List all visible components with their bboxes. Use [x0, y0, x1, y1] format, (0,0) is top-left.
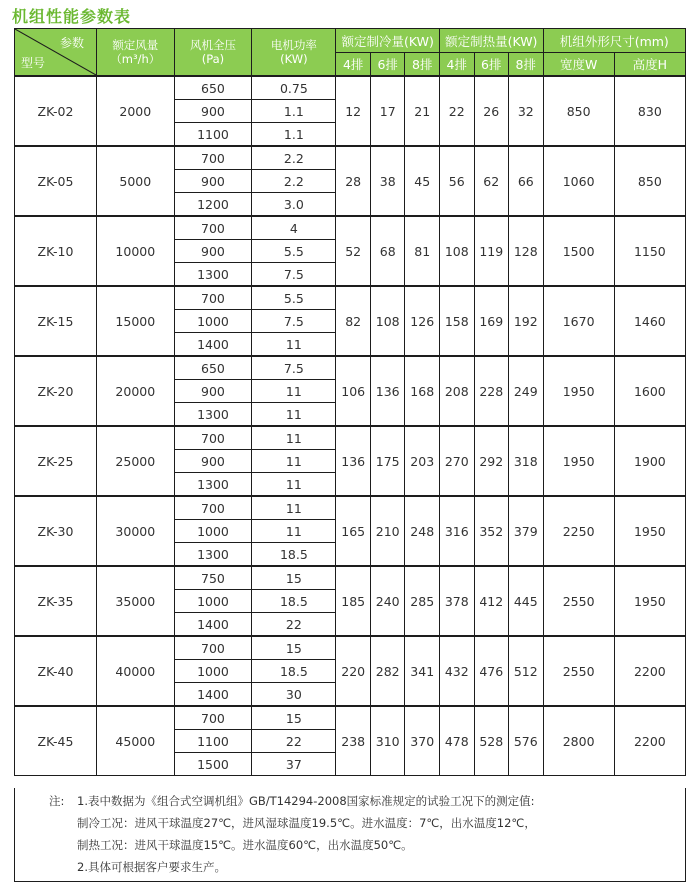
power-header: 电机功率 (KW): [252, 29, 336, 77]
cooling-cell: 106: [336, 356, 371, 426]
cooling-cell: 220: [336, 636, 371, 706]
cooling-cell: 12: [336, 76, 371, 146]
heating-cell: 32: [509, 76, 544, 146]
width-cell: 2250: [543, 496, 614, 566]
cooling-cell: 240: [370, 566, 405, 636]
power-cell: 7.5: [252, 356, 336, 380]
power-cell: 2.2: [252, 170, 336, 193]
airflow-cell: 10000: [96, 216, 174, 286]
heating-cell: 445: [509, 566, 544, 636]
pressure-cell: 700: [174, 286, 252, 310]
power-cell: 22: [252, 613, 336, 637]
heating-cell: 432: [439, 636, 474, 706]
airflow-cell: 5000: [96, 146, 174, 216]
page-title: 机组性能参数表: [12, 7, 132, 26]
power-cell: 7.5: [252, 310, 336, 333]
heating-cell: 208: [439, 356, 474, 426]
heating-cell: 378: [439, 566, 474, 636]
cooling-cell: 81: [405, 216, 440, 286]
width-cell: 1670: [543, 286, 614, 356]
heating-cell: 352: [474, 496, 509, 566]
pressure-cell: 900: [174, 100, 252, 123]
heating-cell: 316: [439, 496, 474, 566]
heating-cell: 412: [474, 566, 509, 636]
table-row: [15, 356, 686, 380]
heating-cell: 108: [439, 216, 474, 286]
heating-6row-header: 6排: [474, 53, 509, 77]
table-row: [15, 76, 686, 100]
cooling-cell: 168: [405, 356, 440, 426]
width-cell: 2550: [543, 636, 614, 706]
pressure-cell: 1100: [174, 123, 252, 147]
pressure-cell: 1400: [174, 333, 252, 357]
size-header: 机组外形尺寸(mm): [543, 29, 685, 53]
cooling-cell: 370: [405, 706, 440, 776]
power-cell: 11: [252, 496, 336, 520]
power-cell: 11: [252, 333, 336, 357]
cooling-cell: 248: [405, 496, 440, 566]
power-cell: 7.5: [252, 263, 336, 287]
pressure-cell: 1000: [174, 660, 252, 683]
power-cell: 18.5: [252, 660, 336, 683]
pressure-cell: 900: [174, 450, 252, 473]
height-header: 高度H: [614, 53, 685, 77]
table-row: [15, 706, 686, 730]
airflow-header: 额定风量 （m³/h）: [96, 29, 174, 77]
pressure-cell: 700: [174, 496, 252, 520]
model-cell: ZK-15: [15, 286, 97, 356]
pressure-cell: 1400: [174, 613, 252, 637]
pressure-cell: 650: [174, 76, 252, 100]
airflow-cell: 25000: [96, 426, 174, 496]
heating-cell: 56: [439, 146, 474, 216]
airflow-cell: 2000: [96, 76, 174, 146]
table-row: [15, 496, 686, 520]
height-cell: 2200: [614, 706, 685, 776]
pressure-cell: 1500: [174, 753, 252, 776]
model-cell: ZK-05: [15, 146, 97, 216]
height-cell: 2200: [614, 636, 685, 706]
pressure-cell: 1100: [174, 730, 252, 753]
cooling-cell: 165: [336, 496, 371, 566]
power-cell: 11: [252, 426, 336, 450]
pressure-cell: 700: [174, 216, 252, 240]
pressure-cell: 1300: [174, 263, 252, 287]
height-cell: 1900: [614, 426, 685, 496]
cooling-4row-header: 4排: [336, 53, 371, 77]
heating-cell: 228: [474, 356, 509, 426]
heating-cell: 318: [509, 426, 544, 496]
notes-box: [14, 788, 686, 882]
pressure-cell: 1400: [174, 683, 252, 707]
cooling-cell: 68: [370, 216, 405, 286]
power-cell: 5.5: [252, 240, 336, 263]
heating-cell: 119: [474, 216, 509, 286]
power-cell: 15: [252, 566, 336, 590]
width-cell: 2800: [543, 706, 614, 776]
pressure-cell: 1200: [174, 193, 252, 217]
height-cell: 1600: [614, 356, 685, 426]
pressure-cell: 750: [174, 566, 252, 590]
cooling-cell: 45: [405, 146, 440, 216]
power-cell: 11: [252, 380, 336, 403]
pressure-cell: 700: [174, 636, 252, 660]
cooling-cell: 17: [370, 76, 405, 146]
power-cell: 22: [252, 730, 336, 753]
airflow-cell: 40000: [96, 636, 174, 706]
cooling-cell: 285: [405, 566, 440, 636]
airflow-cell: 35000: [96, 566, 174, 636]
corner-header: [15, 29, 97, 77]
width-cell: 1060: [543, 146, 614, 216]
cooling-cell: 203: [405, 426, 440, 496]
heating-header: 额定制热量(KW): [439, 29, 543, 53]
table-row: [15, 426, 686, 450]
power-cell: 18.5: [252, 590, 336, 613]
pressure-cell: 900: [174, 240, 252, 263]
pressure-header: 风机全压 (Pa): [174, 29, 252, 77]
airflow-cell: 45000: [96, 706, 174, 776]
pressure-cell: 650: [174, 356, 252, 380]
heating-cell: 128: [509, 216, 544, 286]
corner-model-label: 型号: [21, 56, 46, 70]
pressure-cell: 1300: [174, 473, 252, 497]
heating-cell: 476: [474, 636, 509, 706]
model-cell: ZK-30: [15, 496, 97, 566]
cooling-6row-header: 6排: [370, 53, 405, 77]
cooling-8row-header: 8排: [405, 53, 440, 77]
pressure-cell: 1000: [174, 310, 252, 333]
airflow-cell: 20000: [96, 356, 174, 426]
heating-cell: 62: [474, 146, 509, 216]
cooling-cell: 282: [370, 636, 405, 706]
power-cell: 1.1: [252, 100, 336, 123]
heating-cell: 22: [439, 76, 474, 146]
power-cell: 2.2: [252, 146, 336, 170]
height-cell: 1460: [614, 286, 685, 356]
model-cell: ZK-45: [15, 706, 97, 776]
note-line-3: 制热工况：进风干球温度15℃。进水温度60℃，出水温度50℃。: [77, 838, 413, 852]
table-row: [15, 216, 686, 240]
model-cell: ZK-02: [15, 76, 97, 146]
width-cell: 1500: [543, 216, 614, 286]
model-cell: ZK-25: [15, 426, 97, 496]
width-cell: 2550: [543, 566, 614, 636]
heating-4row-header: 4排: [439, 53, 474, 77]
power-cell: 11: [252, 450, 336, 473]
table-row: [15, 286, 686, 310]
heating-cell: 249: [509, 356, 544, 426]
heating-cell: 292: [474, 426, 509, 496]
heating-cell: 478: [439, 706, 474, 776]
height-cell: 1150: [614, 216, 685, 286]
note-line-2: 制冷工况：进风干球温度27℃，进风湿球温度19.5℃。进水温度：7℃，出水温度12℃，: [77, 816, 536, 830]
cooling-cell: 238: [336, 706, 371, 776]
power-cell: 15: [252, 636, 336, 660]
model-cell: ZK-10: [15, 216, 97, 286]
heating-cell: 512: [509, 636, 544, 706]
power-cell: 30: [252, 683, 336, 707]
height-cell: 1950: [614, 496, 685, 566]
pressure-cell: 900: [174, 170, 252, 193]
heating-cell: 66: [509, 146, 544, 216]
height-cell: 830: [614, 76, 685, 146]
power-cell: 11: [252, 403, 336, 427]
power-cell: 5.5: [252, 286, 336, 310]
cooling-cell: 136: [370, 356, 405, 426]
power-cell: 18.5: [252, 543, 336, 567]
power-cell: 1.1: [252, 123, 336, 147]
cooling-cell: 108: [370, 286, 405, 356]
cooling-cell: 175: [370, 426, 405, 496]
heating-8row-header: 8排: [509, 53, 544, 77]
cooling-cell: 185: [336, 566, 371, 636]
cooling-cell: 28: [336, 146, 371, 216]
pressure-cell: 1000: [174, 520, 252, 543]
notes-label: 注:: [49, 794, 65, 808]
power-cell: 3.0: [252, 193, 336, 217]
heating-cell: 270: [439, 426, 474, 496]
pressure-cell: 900: [174, 380, 252, 403]
cooling-cell: 210: [370, 496, 405, 566]
height-cell: 1950: [614, 566, 685, 636]
power-cell: 15: [252, 706, 336, 730]
heating-cell: 158: [439, 286, 474, 356]
table-row: [15, 146, 686, 170]
heating-cell: 528: [474, 706, 509, 776]
performance-table: [14, 28, 686, 776]
note-line-4: 2.具体可根据客户要求生产。: [77, 860, 226, 874]
model-cell: ZK-20: [15, 356, 97, 426]
cooling-cell: 82: [336, 286, 371, 356]
power-cell: 4: [252, 216, 336, 240]
cooling-cell: 52: [336, 216, 371, 286]
pressure-cell: 1300: [174, 543, 252, 567]
power-cell: 11: [252, 520, 336, 543]
airflow-cell: 30000: [96, 496, 174, 566]
table-body: [15, 76, 686, 776]
model-cell: ZK-40: [15, 636, 97, 706]
pressure-cell: 1300: [174, 403, 252, 427]
power-cell: 11: [252, 473, 336, 497]
cooling-cell: 21: [405, 76, 440, 146]
cooling-cell: 38: [370, 146, 405, 216]
pressure-cell: 700: [174, 426, 252, 450]
pressure-cell: 1000: [174, 590, 252, 613]
height-cell: 850: [614, 146, 685, 216]
width-header: 宽度W: [543, 53, 614, 77]
airflow-cell: 15000: [96, 286, 174, 356]
width-cell: 1950: [543, 356, 614, 426]
cooling-cell: 341: [405, 636, 440, 706]
model-cell: ZK-35: [15, 566, 97, 636]
heating-cell: 192: [509, 286, 544, 356]
heating-cell: 379: [509, 496, 544, 566]
cooling-cell: 310: [370, 706, 405, 776]
corner-param-label: 参数: [59, 36, 84, 50]
heating-cell: 169: [474, 286, 509, 356]
cooling-cell: 126: [405, 286, 440, 356]
heating-cell: 576: [509, 706, 544, 776]
cooling-cell: 136: [336, 426, 371, 496]
width-cell: 1950: [543, 426, 614, 496]
cooling-header: 额定制冷量(KW): [336, 29, 440, 53]
pressure-cell: 700: [174, 706, 252, 730]
power-cell: 37: [252, 753, 336, 776]
power-cell: 0.75: [252, 76, 336, 100]
heating-cell: 26: [474, 76, 509, 146]
width-cell: 850: [543, 76, 614, 146]
table-row: [15, 636, 686, 660]
pressure-cell: 700: [174, 146, 252, 170]
note-line-1: 1.表中数据为《组合式空调机组》GB/T14294-2008国家标准规定的试验工况下的测定值:: [77, 794, 535, 808]
table-row: [15, 566, 686, 590]
